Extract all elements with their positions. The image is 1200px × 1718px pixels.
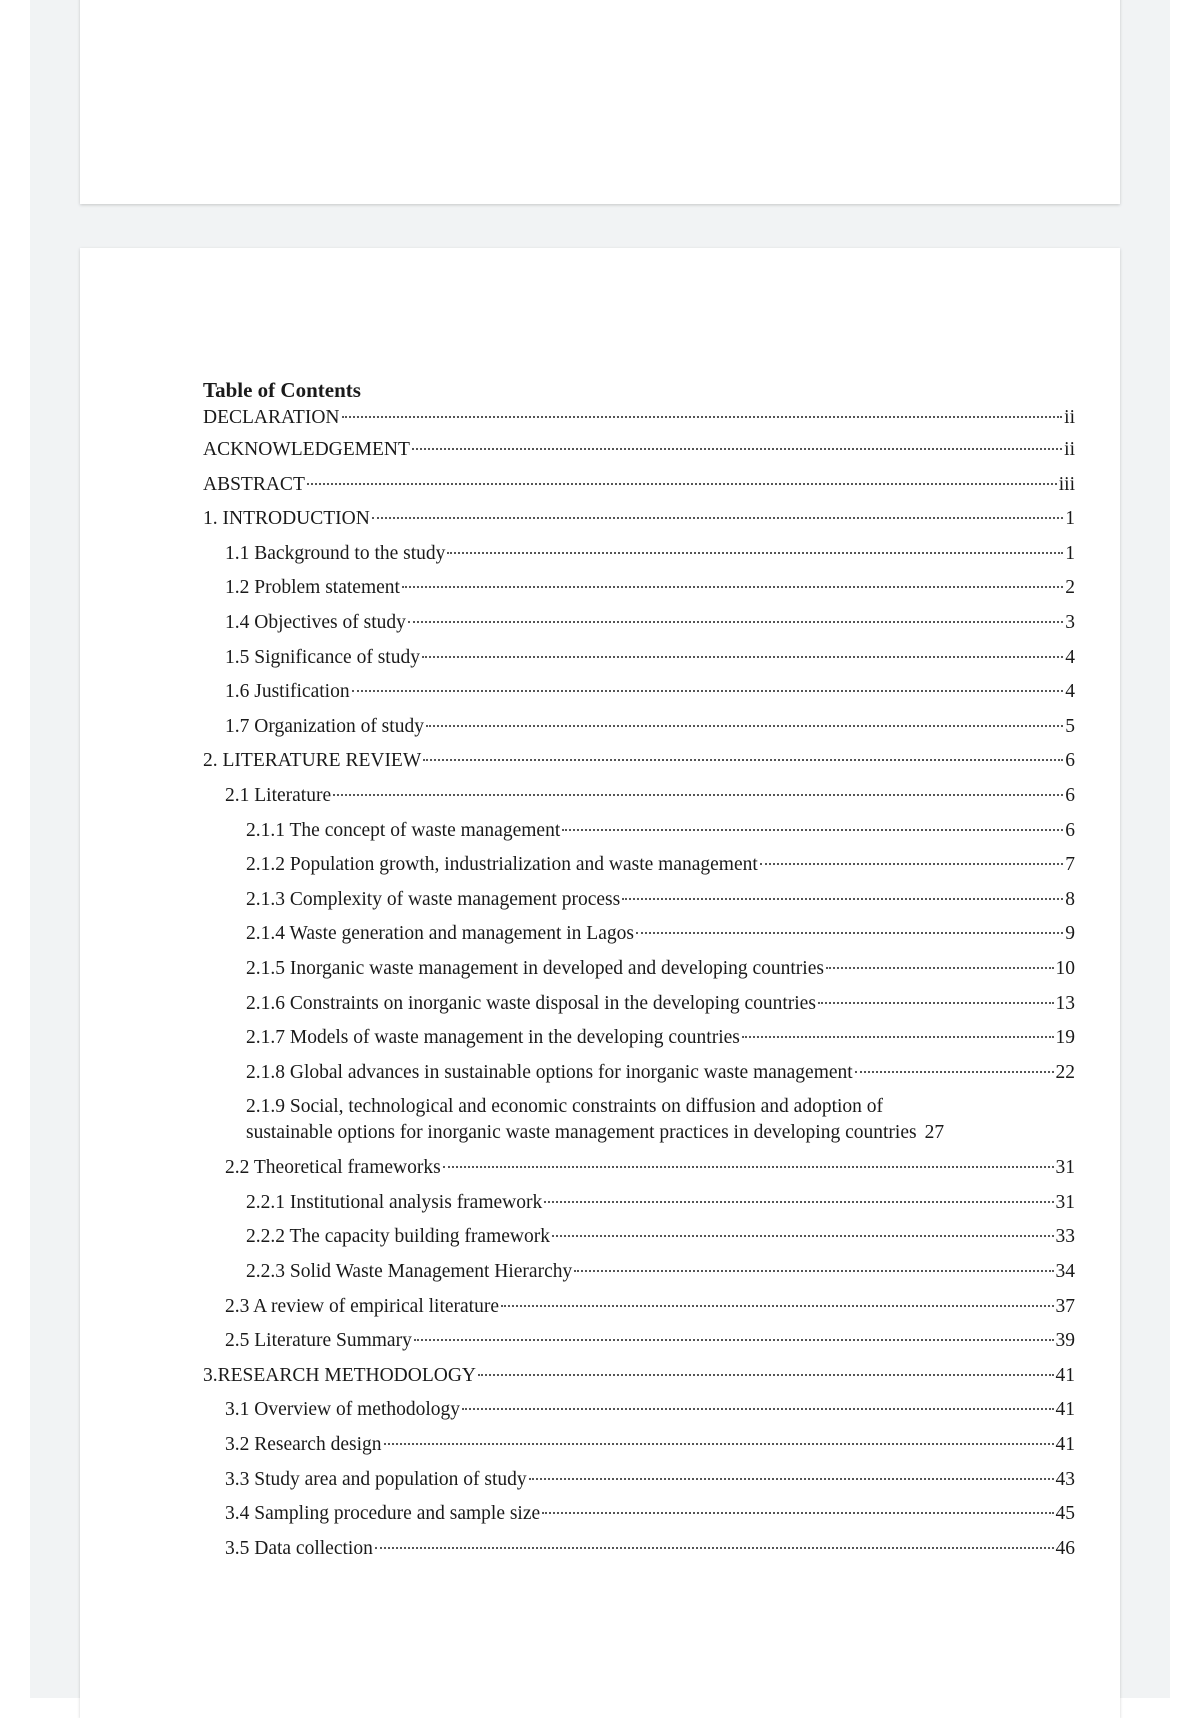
toc-entry[interactable] (203, 1021, 1075, 1056)
toc-entry[interactable] (203, 403, 1075, 433)
toc-page-number: 41 (1055, 1364, 1075, 1386)
toc-entry[interactable] (203, 987, 1075, 1022)
toc-entry[interactable] (203, 537, 1075, 572)
dot-leader (529, 1478, 1054, 1480)
toc-page-number: 19 (1055, 1027, 1075, 1049)
toc-page-number: 33 (1055, 1226, 1075, 1248)
toc-entry-title: 2. LITERATURE REVIEW (203, 750, 422, 772)
toc-entry[interactable] (203, 675, 1075, 710)
toc-page-number: 3 (1065, 611, 1075, 633)
toc-entry[interactable] (203, 744, 1075, 779)
dot-leader (408, 621, 1063, 623)
toc-entry-title: 2.2 Theoretical frameworks (225, 1157, 441, 1179)
toc-page-number: 46 (1055, 1537, 1075, 1559)
dot-leader (342, 416, 1063, 418)
toc-entry-title: 2.5 Literature Summary (225, 1330, 412, 1352)
toc-page-number: 22 (1055, 1061, 1075, 1083)
toc-entry-title: 1. INTRODUCTION (203, 508, 370, 530)
toc-entry[interactable] (203, 1056, 1075, 1091)
toc-entry-title: 2.1.7 Models of waste management in the developing countries (246, 1027, 740, 1049)
toc-entry[interactable] (203, 952, 1075, 987)
toc-page-number: 2 (1065, 577, 1075, 599)
toc-entry[interactable] (203, 917, 1075, 952)
toc-entry[interactable] (203, 571, 1075, 606)
dot-leader (443, 1166, 1054, 1168)
dot-leader (422, 656, 1063, 658)
toc-page-number: 4 (1065, 681, 1075, 703)
toc-entry-title: 1.5 Significance of study (225, 646, 420, 668)
toc-page-number: 34 (1055, 1261, 1075, 1283)
toc-entry[interactable] (203, 1393, 1075, 1428)
toc-page-number: 10 (1055, 957, 1075, 979)
toc-page-number: 6 (1065, 784, 1075, 806)
toc-entry[interactable] (203, 1151, 1075, 1186)
toc-page-number: 37 (1055, 1295, 1075, 1317)
toc-entry-title: 3.4 Sampling procedure and sample size (225, 1503, 541, 1525)
toc-entry-title: 2.2.3 Solid Waste Management Hierarchy (246, 1261, 573, 1283)
toc-entry-title: 1.6 Justification (225, 681, 350, 703)
toc-entry-title: ACKNOWLEDGEMENT (203, 439, 410, 460)
toc-page-number: 41 (1055, 1434, 1075, 1456)
dot-leader (855, 1071, 1054, 1073)
toc-entry-title-continued: sustainable options for inorganic waste management practices in developing countries (246, 1122, 917, 1144)
table-of-contents (203, 378, 1075, 1566)
toc-page-number: 45 (1055, 1503, 1075, 1525)
dot-leader (542, 1512, 1053, 1514)
toc-page-number: 13 (1055, 992, 1075, 1014)
dot-leader (622, 898, 1063, 900)
toc-entry[interactable] (203, 1463, 1075, 1498)
toc-title: Table of Contents (203, 378, 361, 402)
dot-leader (384, 1443, 1054, 1445)
toc-entry-title: 2.1.9 Social, technological and economic constraints on diffusion and adoption of (246, 1096, 884, 1118)
toc-entry[interactable] (203, 1324, 1075, 1359)
toc-entry-title: DECLARATION (203, 407, 340, 428)
toc-entry-title: 3.5 Data collection (225, 1537, 373, 1559)
toc-page-number: 9 (1065, 923, 1075, 945)
toc-entry[interactable] (203, 502, 1075, 537)
toc-page-number: 1 (1065, 508, 1075, 530)
toc-entry-title: 2.1.1 The concept of waste management (246, 819, 561, 841)
toc-page-number: 39 (1055, 1330, 1075, 1352)
toc-entry[interactable] (203, 641, 1075, 676)
dot-leader (423, 759, 1063, 761)
dot-leader (372, 517, 1063, 519)
document-page (80, 248, 1120, 1718)
toc-entry[interactable] (203, 1497, 1075, 1532)
toc-page-number: 1 (1065, 542, 1075, 564)
dot-leader (552, 1235, 1054, 1237)
toc-entry[interactable] (203, 1359, 1075, 1394)
toc-page-number: 8 (1065, 888, 1075, 910)
dot-leader (818, 1002, 1054, 1004)
dot-leader (426, 725, 1063, 727)
dot-leader (574, 1270, 1053, 1272)
toc-page-number: 43 (1055, 1468, 1075, 1490)
dot-leader (462, 1408, 1053, 1410)
toc-entry-title: 3.2 Research design (225, 1434, 382, 1456)
dot-leader (562, 829, 1063, 831)
toc-page-number: 31 (1055, 1191, 1075, 1213)
toc-entry[interactable] (203, 883, 1075, 918)
toc-page-number: 5 (1065, 715, 1075, 737)
toc-entry-title: 2.1.3 Complexity of waste management process (246, 888, 621, 910)
toc-entry-title: 1.7 Organization of study (225, 715, 424, 737)
toc-entry-title: 2.2.1 Institutional analysis framework (246, 1191, 543, 1213)
toc-entry[interactable] (203, 1428, 1075, 1463)
dot-leader (352, 690, 1064, 692)
dot-leader (375, 1547, 1054, 1549)
toc-entry[interactable] (203, 848, 1075, 883)
dot-leader (402, 586, 1063, 588)
toc-entry-title: 3.3 Study area and population of study (225, 1468, 527, 1490)
toc-entry[interactable] (203, 433, 1075, 468)
toc-entry-title: 1.1 Background to the study (225, 542, 446, 564)
toc-entry[interactable] (203, 1290, 1075, 1325)
previous-page (80, 0, 1120, 204)
toc-page-number: iii (1058, 473, 1075, 495)
toc-entry[interactable] (203, 1532, 1075, 1567)
toc-entry[interactable] (203, 814, 1075, 849)
toc-entry-title: 2.1.8 Global advances in sustainable options for inorganic waste management (246, 1061, 853, 1083)
dot-leader (333, 794, 1063, 796)
dot-leader (447, 552, 1063, 554)
toc-page-number: ii (1064, 407, 1075, 428)
toc-entry-title: 2.1.6 Constraints on inorganic waste disposal in the developing countries (246, 992, 816, 1014)
toc-entry-title: 2.1.5 Inorganic waste management in developed and developing countries (246, 957, 824, 979)
toc-entry[interactable] (203, 1186, 1075, 1221)
toc-entry[interactable] (203, 1220, 1075, 1255)
toc-list (203, 403, 1075, 1566)
toc-page-number: 31 (1055, 1157, 1075, 1179)
toc-entry-title: 3.1 Overview of methodology (225, 1399, 461, 1421)
toc-entry[interactable] (203, 1255, 1075, 1290)
dot-leader (742, 1036, 1054, 1038)
dot-leader (414, 1339, 1054, 1341)
toc-page-number: ii (1064, 439, 1075, 460)
dot-leader (544, 1201, 1053, 1203)
toc-entry[interactable] (203, 779, 1075, 814)
toc-entry-title: 2.2.2 The capacity building framework (246, 1226, 550, 1248)
toc-entry-title: 2.1.4 Waste generation and management in Lagos (246, 923, 634, 945)
toc-entry-title: ABSTRACT (203, 473, 305, 495)
toc-entry-title: 3.RESEARCH METHODOLOGY (203, 1364, 476, 1386)
dot-leader (636, 932, 1063, 934)
toc-entry[interactable] (203, 1090, 1075, 1151)
toc-entry-title: 1.2 Problem statement (225, 577, 400, 599)
toc-entry[interactable] (203, 468, 1075, 503)
toc-page-number: 4 (1065, 646, 1075, 668)
dot-leader (760, 863, 1063, 865)
toc-entry-title: 2.1 Literature (225, 784, 332, 806)
toc-page-number: 27 (924, 1122, 945, 1144)
toc-entry-title: 1.4 Objectives of study (225, 611, 406, 633)
toc-page-number: 7 (1065, 854, 1075, 876)
toc-page-number: 41 (1055, 1399, 1075, 1421)
dot-leader (307, 483, 1057, 485)
dot-leader (412, 448, 1062, 450)
dot-leader (478, 1374, 1054, 1376)
dot-leader (826, 967, 1054, 969)
toc-entry-title: 2.3 A review of empirical literature (225, 1295, 499, 1317)
toc-entry[interactable] (203, 710, 1075, 745)
document-viewer[interactable] (30, 0, 1170, 1698)
toc-entry[interactable] (203, 606, 1075, 641)
dot-leader (501, 1305, 1054, 1307)
toc-page-number: 6 (1065, 750, 1075, 772)
toc-page-number: 6 (1065, 819, 1075, 841)
toc-entry-title: 2.1.2 Population growth, industrialization and waste management (246, 854, 758, 876)
